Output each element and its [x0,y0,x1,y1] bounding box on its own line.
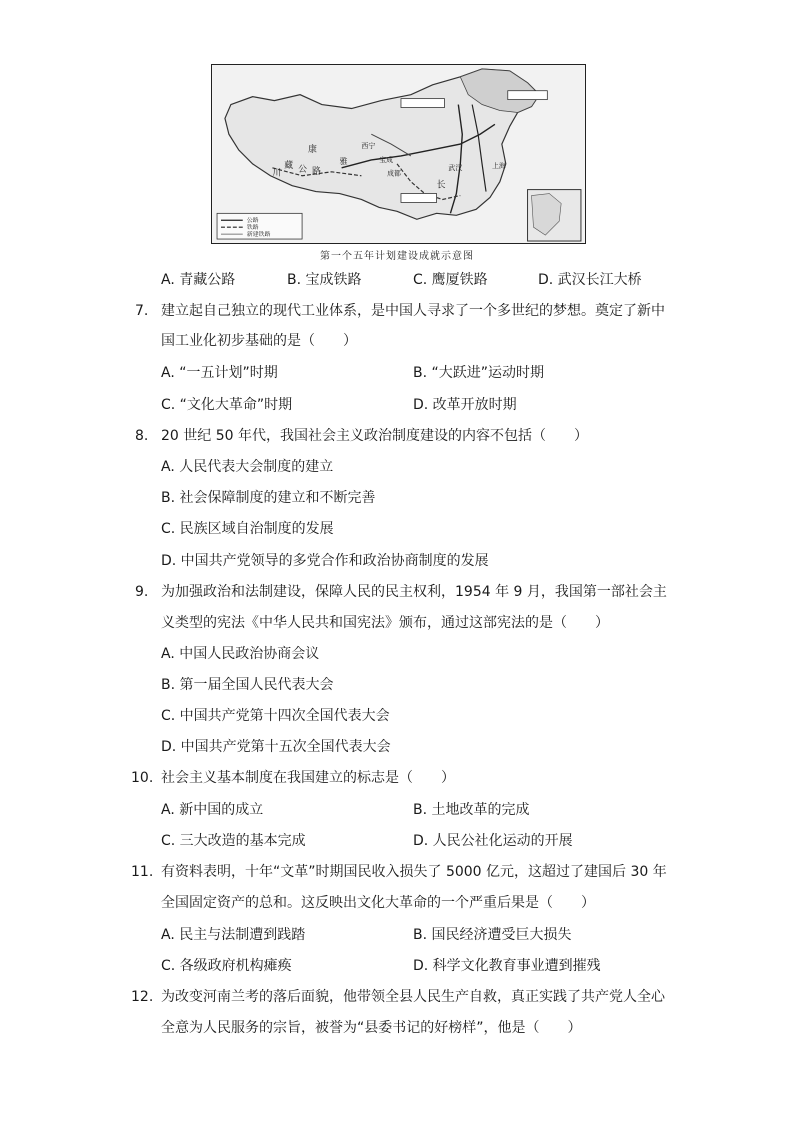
q6-option-c[interactable]: C. 鹰厦铁路 [413,272,488,288]
map-label: 公 [298,164,308,175]
q9-stem-line2: 义类型的宪法《中华人民共和国宪法》颁布，通过这部宪法的是（ ） [161,615,609,631]
legend-label: 铁路 [246,224,259,232]
q9-option-c[interactable]: C. 中国共产党第十四次全国代表大会 [161,708,390,724]
q6-option-a[interactable]: A. 青藏公路 [161,272,236,288]
q11-stem-line1: 有资料表明，十年“文革”时期国民收入损失了 5000 亿元，这超过了建国后 30 年 [161,864,667,880]
q8-number: 8. [135,428,149,444]
map-label: 宝成 [379,155,394,164]
q7-stem-line2: 国工业化初步基础的是（ ） [161,333,357,349]
q7-option-c[interactable]: C. “文化大革命”时期 [161,397,293,413]
map-caption: 第一个五年计划建设成就示意图 [320,251,474,262]
q11-option-b[interactable]: B. 国民经济遭受巨大损失 [413,927,572,943]
map-label: 藏 [284,160,294,171]
q7-option-a[interactable]: A. “一五计划”时期 [161,365,278,381]
q12-number: 12. [131,989,154,1005]
q7-stem-line1: 建立起自己独立的现代工业体系，是中国人寻求了一个多世纪的梦想。奠定了新中 [161,303,665,319]
q10-option-a[interactable]: A. 新中国的成立 [161,802,264,818]
q7-number: 7. [135,303,149,319]
legend-label: 公路 [246,217,259,225]
q7-option-d[interactable]: D. 改革开放时期 [413,397,517,413]
q9-stem-line1: 为加强政治和法制建设，保障人民的民主权利，1954 年 9 月，我国第一部社会主 [161,584,667,600]
q7-option-b[interactable]: B. “大跃进”运动时期 [413,365,545,381]
q6-option-b[interactable]: B. 宝成铁路 [287,272,362,288]
q8-option-a[interactable]: A. 人民代表大会制度的建立 [161,459,334,475]
map-label: 路 [311,166,321,177]
q8-stem: 20 世纪 50 年代，我国社会主义政治制度建设的内容不包括（ ） [161,428,588,444]
q9-option-b[interactable]: B. 第一届全国人民代表大会 [161,677,334,693]
q6-option-d[interactable]: D. 武汉长江大桥 [538,272,642,288]
q10-number: 10. [131,770,154,786]
q11-option-a[interactable]: A. 民主与法制遭到践踏 [161,927,306,943]
map-label: 成都 [387,169,401,178]
legend-label: 新建铁路 [246,231,271,239]
map-label: 雅 [339,156,348,166]
map-figure [211,64,586,244]
map-label: 西宁 [361,142,376,151]
q10-option-d[interactable]: D. 人民公社化运动的开展 [413,833,573,849]
q9-option-a[interactable]: A. 中国人民政治协商会议 [161,646,320,662]
q8-option-d[interactable]: D. 中国共产党领导的多党合作和政治协商制度的发展 [161,553,489,569]
q11-stem-line2: 全国固定资产的总和。这反映出文化大革命的一个严重后果是（ ） [161,895,595,911]
q11-number: 11. [131,864,154,880]
q10-option-b[interactable]: B. 土地改革的完成 [413,802,530,818]
map-label: 上海 [491,161,506,170]
q8-option-b[interactable]: B. 社会保障制度的建立和不断完善 [161,490,376,506]
china-map-illustration [212,65,585,243]
q10-stem: 社会主义基本制度在我国建立的标志是（ ） [161,770,455,786]
map-label: 川 [272,168,282,179]
q12-stem-line2: 全意为人民服务的宗旨，被誉为“县委书记的好榜样”，他是（ ） [161,1020,582,1036]
q11-option-d[interactable]: D. 科学文化教育事业遭到摧残 [413,958,601,974]
q9-number: 9. [135,584,149,600]
q10-option-c[interactable]: C. 三大改造的基本完成 [161,833,306,849]
q11-option-c[interactable]: C. 各级政府机构瘫痪 [161,958,292,974]
q9-option-d[interactable]: D. 中国共产党第十五次全国代表大会 [161,739,391,755]
map-label: 武汉 [448,163,463,172]
map-label: 康 [308,145,317,156]
q12-stem-line1: 为改变河南兰考的落后面貌，他带领全县人民生产自救，真正实践了共产党人全心 [161,989,665,1005]
map-label: 长 [436,180,446,191]
q8-option-c[interactable]: C. 民族区域自治制度的发展 [161,521,334,537]
